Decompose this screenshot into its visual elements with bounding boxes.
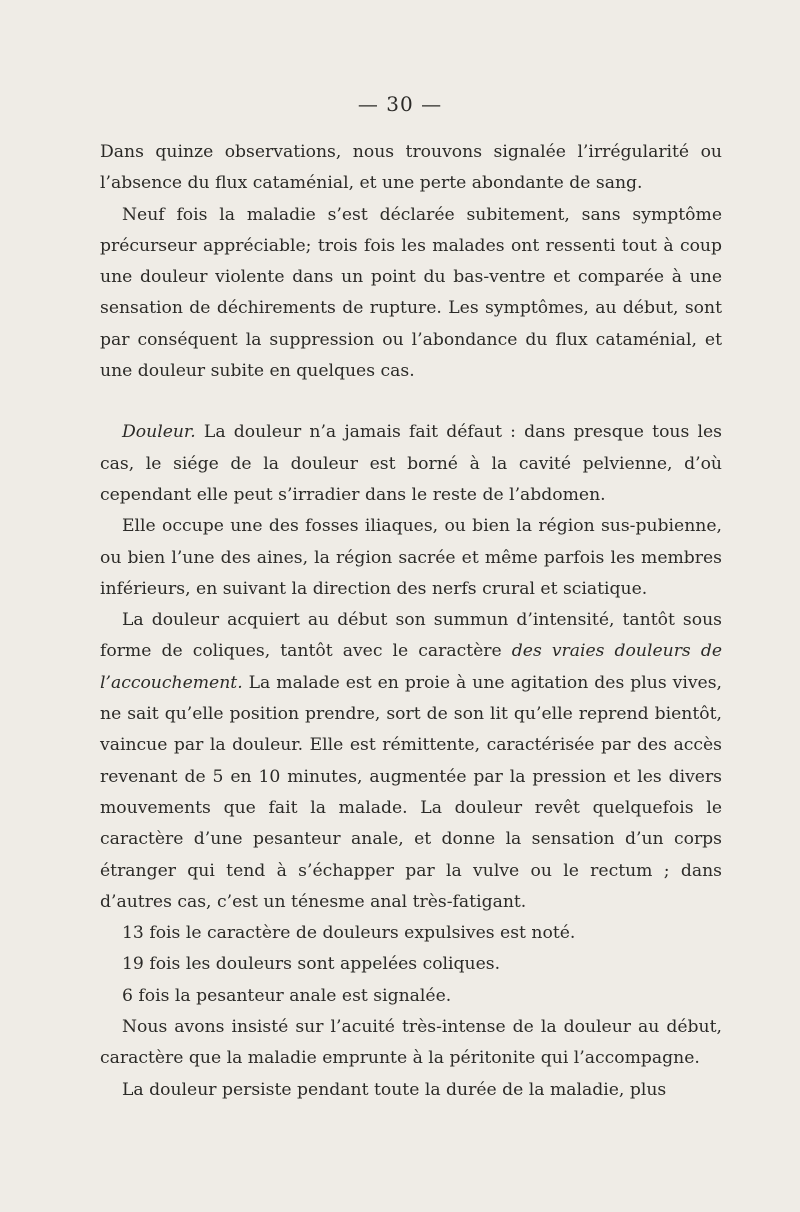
paragraph-7: 19 fois les douleurs sont appelées coliques. — [122, 954, 501, 975]
paragraph-douleur — [100, 417, 722, 511]
paragraph-1: Dans quinze observations, nous trouvons signalée l’irrégularité ou l’absence du flux cataménial, et une perte abondante de sang. — [100, 142, 722, 194]
body-text — [100, 137, 722, 1106]
section-heading-douleur: Douleur. — [122, 422, 196, 443]
paragraph-douleur-text: La douleur n’a jamais fait défaut : dans presque tous les cas, le siége de la douleur est borné à la cavité pelvienne, d’où cependant elle peut s’irradier dans le reste de l’abdomen. — [100, 422, 722, 505]
page-number: — 30 — — [357, 92, 443, 116]
paragraph-6: 13 fois le caractère de douleurs expulsives est noté. — [122, 923, 576, 944]
paragraph-2: Neuf fois la maladie s’est déclarée subitement, sans symptôme précurseur appréciable; trois fois les malades ont ressenti tout à coup une douleur violente dans un point du bas-ventre et comparée à une sensation de déchirements de rupture. Les symptômes, au début, sont par conséquent la suppression ou l’abondance du flux cataménial, et une douleur subite en quelques cas. — [100, 204, 722, 382]
paragraph-5-after: La malade est en proie à une agitation des plus vives, ne sait qu’elle position prendre, sort de son lit qu’elle reprend bientôt, vaincue par la douleur. Elle est rémittente, caractérisée par des accès revenant de 5 en 10 minutes, augmentée par la pression et les divers mouvements que fait la malade. La douleur revêt quelquefois le caractère d’une pesanteur anale, et donne la sensation d’un corps étranger qui tend à s’échapper par la vulve ou le rectum ; dans d’autres cas, c’est un ténesme anal très-fatigant. — [100, 672, 722, 912]
paragraph-8: 6 fois la pesanteur anale est signalée. — [122, 985, 452, 1006]
paragraph-9: Nous avons insisté sur l’acuité très-intense de la douleur au début, caractère que la maladie emprunte à la péritonite qui l’accompagne. — [100, 1017, 722, 1069]
paragraph-4: Elle occupe une des fosses iliaques, ou bien la région sus-pubienne, ou bien l’une des aines, la région sacrée et même parfois les membres inférieurs, en suivant la direction des nerfs crural et sciatique. — [100, 516, 722, 599]
paragraph-5-italic: des vraies douleurs de l’accouchement. — [100, 641, 722, 693]
paragraph-10: La douleur persiste pendant toute la durée de la maladie, plus — [122, 1079, 667, 1100]
paragraph-5-before: La douleur acquiert au début son summun d’intensité, tantôt sous forme de coliques, tantôt avec le caractère — [100, 610, 722, 662]
paragraph-5 — [100, 605, 722, 918]
